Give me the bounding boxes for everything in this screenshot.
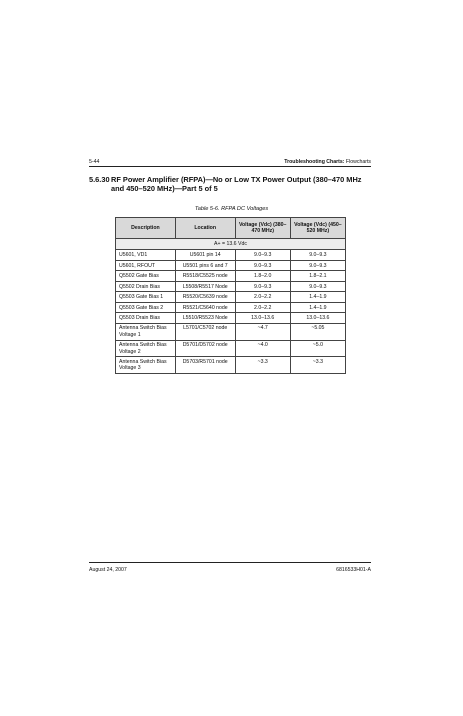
table-row <box>116 313 346 323</box>
table-header-row <box>116 218 346 239</box>
section-number: 5.6.30 <box>89 175 110 184</box>
footer-date: August 24, 2007 <box>89 567 127 573</box>
cell-voltage-380-470: 2.0–2.2 <box>235 292 290 302</box>
table-row <box>116 250 346 260</box>
cell-location: R5521/C5640 node <box>175 302 235 312</box>
table-row <box>116 260 346 270</box>
cell-voltage-380-470: 9.0–9.3 <box>235 260 290 270</box>
cell-location: D5701/D5702 node <box>175 340 235 357</box>
cell-description: Q5502 Gate Bias <box>116 271 176 281</box>
header-section-bold: Troubleshooting Charts: <box>284 159 345 165</box>
cell-voltage-450-520: 1.4–1.9 <box>290 292 345 302</box>
cell-location: U5601 pin 14 <box>175 250 235 260</box>
cell-voltage-450-520: 9.0–9.3 <box>290 250 345 260</box>
cell-voltage-450-520: 9.0–9.3 <box>290 281 345 291</box>
cell-description: U5601, RFOUT <box>116 260 176 270</box>
table-caption: Table 5-6. RFPA DC Voltages <box>194 206 269 212</box>
header-section-title <box>284 159 371 165</box>
cell-voltage-380-470: 2.0–2.2 <box>235 302 290 312</box>
table-row <box>116 302 346 312</box>
cell-voltage-380-470: ~3.3 <box>235 357 290 374</box>
cell-voltage-450-520: 1.4–1.9 <box>290 302 345 312</box>
cell-voltage-380-470: ~4.0 <box>235 340 290 357</box>
cell-description: Q5503 Gate Bias 1 <box>116 292 176 302</box>
cell-voltage-380-470: ~4.7 <box>235 323 290 340</box>
cell-description: Antenna Switch Bias Voltage 3 <box>116 357 176 374</box>
table-row <box>116 271 346 281</box>
header-section-rest: Flowcharts <box>344 159 371 165</box>
cell-location: L5508/R5517 Node <box>175 281 235 291</box>
table-row <box>116 340 346 357</box>
cell-voltage-450-520: 1.8–2.1 <box>290 271 345 281</box>
span-row <box>116 239 346 250</box>
column-header-location: Location <box>175 218 235 239</box>
cell-description: Antenna Switch Bias Voltage 1 <box>116 323 176 340</box>
cell-description: Q5503 Gate Bias 2 <box>116 302 176 312</box>
cell-location: U5501 pins 6 and 7 <box>175 260 235 270</box>
cell-voltage-450-520: 9.0–9.3 <box>290 260 345 270</box>
footer-doc-number: 6816533H01-A <box>336 567 371 573</box>
cell-voltage-380-470: 9.0–9.3 <box>235 250 290 260</box>
cell-voltage-380-470: 13.0–13.6 <box>235 313 290 323</box>
column-header-voltage-380-470: Voltage (Vdc) (380–470 MHz) <box>235 218 290 239</box>
table-row <box>116 357 346 374</box>
column-header-voltage-450-520: Voltage (Vdc) (450–520 MHz) <box>290 218 345 239</box>
span-row-cell: A+ = 13.6 Vdc <box>116 239 346 250</box>
cell-description: U5601, VD1 <box>116 250 176 260</box>
cell-location: R5520/C5639 node <box>175 292 235 302</box>
cell-voltage-450-520: ~5.05 <box>290 323 345 340</box>
header-rule <box>89 166 371 167</box>
cell-voltage-380-470: 1.8–2.0 <box>235 271 290 281</box>
cell-description: Q5502 Drain Bias <box>116 281 176 291</box>
rfpa-dc-voltages-table <box>115 217 346 374</box>
table-row <box>116 281 346 291</box>
cell-voltage-380-470: 9.0–9.3 <box>235 281 290 291</box>
page-number: 5-44 <box>89 159 100 165</box>
cell-location: R5518/C5525 node <box>175 271 235 281</box>
table-row <box>116 292 346 302</box>
table-row <box>116 323 346 340</box>
section-title: RF Power Amplifier (RFPA)—No or Low TX Power Output (380–470 MHz and 450–520 MHz)—Part 5 of 5 <box>111 175 362 193</box>
cell-description: Antenna Switch Bias Voltage 2 <box>116 340 176 357</box>
column-header-description: Description <box>116 218 176 239</box>
cell-voltage-450-520: ~5.0 <box>290 340 345 357</box>
cell-location: L5701/C5702 node <box>175 323 235 340</box>
cell-location: D5703/R5701 node <box>175 357 235 374</box>
footer-rule <box>89 562 371 563</box>
cell-voltage-450-520: ~3.3 <box>290 357 345 374</box>
cell-description: Q5503 Drain Bias <box>116 313 176 323</box>
cell-location: L5510/R5523 Node <box>175 313 235 323</box>
cell-voltage-450-520: 13.0–13.6 <box>290 313 345 323</box>
